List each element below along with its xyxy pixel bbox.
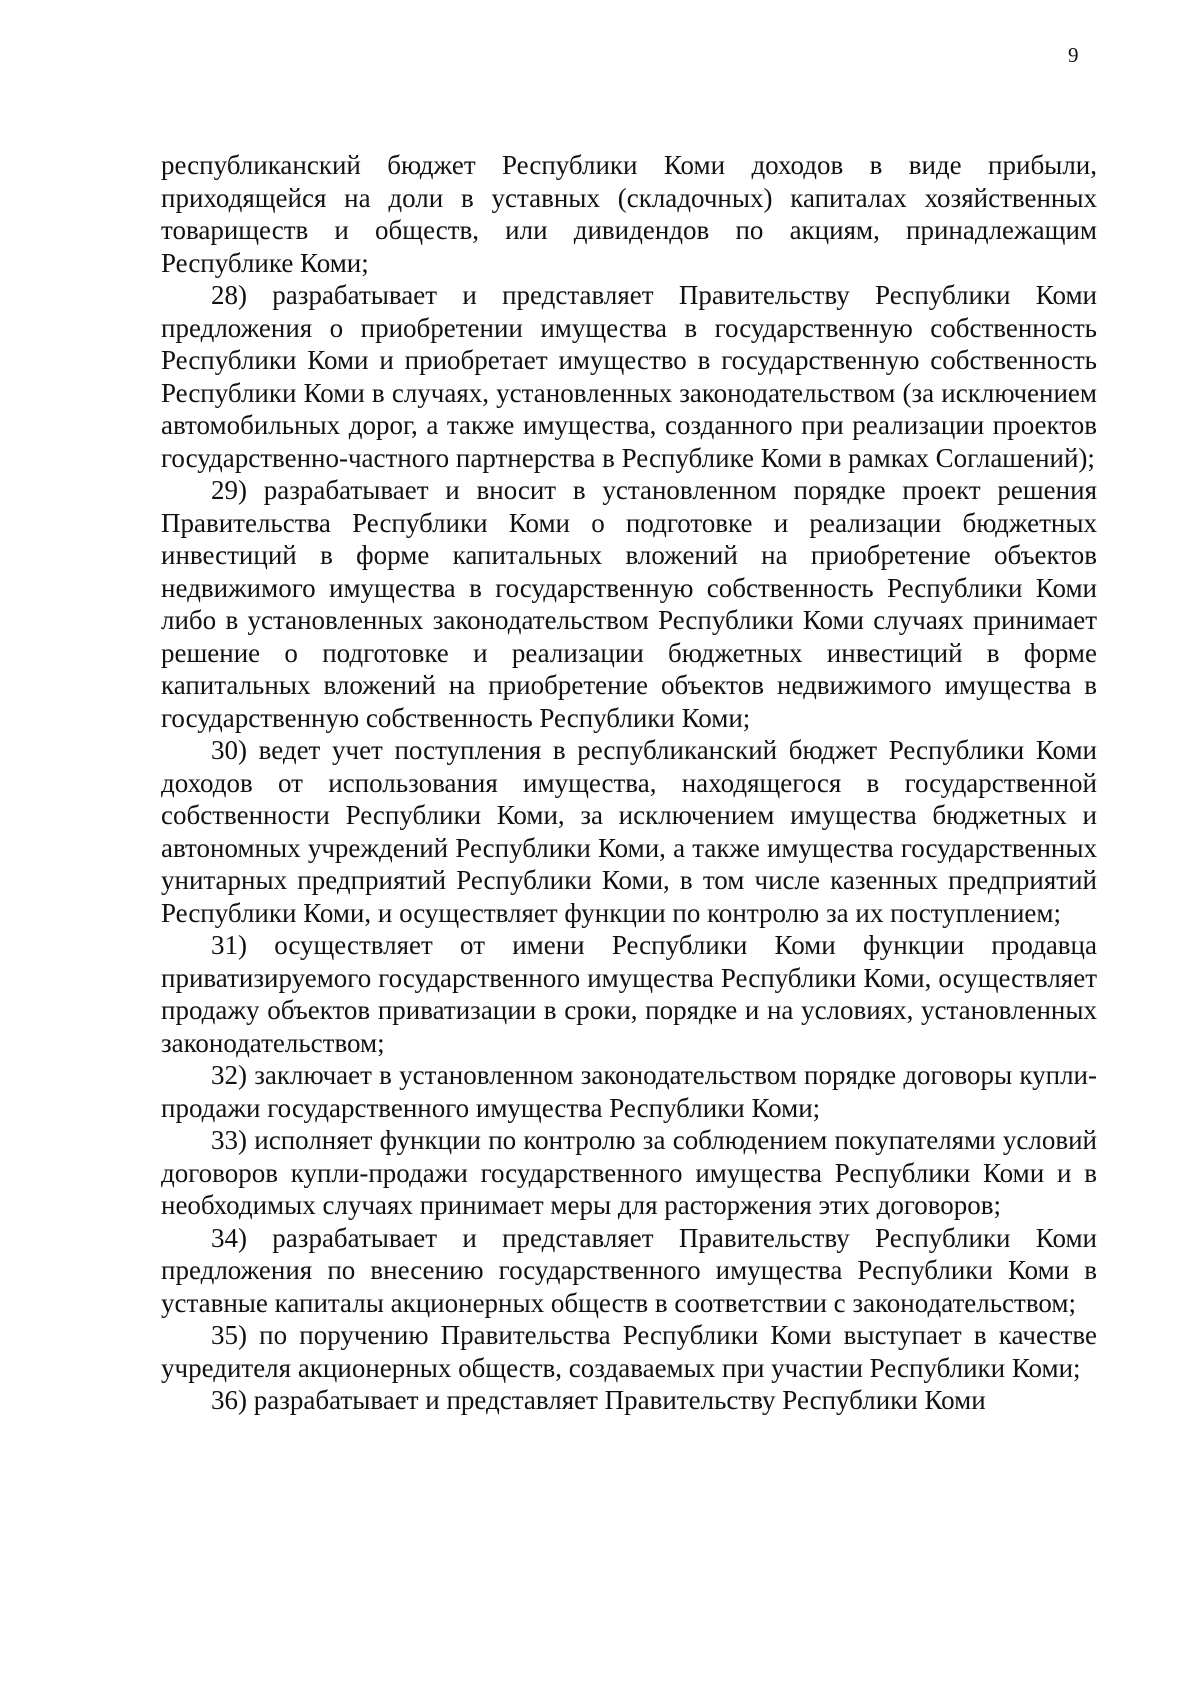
document-body xyxy=(161,149,1097,1417)
paragraph-item-28: 28) разрабатывает и представляет Правительству Республики Коми предложения о приобретении имущества в государственную собственность Республики Коми и приобретает имущество в государственную собственность Республики Коми в случаях, установленных законодательством (за исключением автомобильных дорог, а также имущества, созданного при реализации проектов государственно-частного партнерства в Республике Коми в рамках Соглашений); xyxy=(161,280,1097,473)
paragraph-item-34: 34) разрабатывает и представляет Правительству Республики Коми предложения по внесению государственного имущества Республики Коми в уставные капиталы акционерных обществ в соответствии с законодательством; xyxy=(161,1222,1097,1318)
paragraph-item-32: 32) заключает в установленном законодательством порядке договоры купли-продажи государственного имущества Республики Коми; xyxy=(161,1060,1097,1123)
paragraph-item-35: 35) по поручению Правительства Республики Коми выступает в качестве учредителя акционерных обществ, создаваемых при участии Республики Коми; xyxy=(161,1320,1097,1383)
paragraph-item-36: 36) разрабатывает и представляет Правительству Республики Коми xyxy=(211,1385,986,1415)
paragraph-item-33: 33) исполняет функции по контролю за соблюдением покупателями условий договоров купли-продажи государственного имущества Республики Коми и в необходимых случаях принимает меры для расторжения этих договоров; xyxy=(161,1125,1097,1220)
paragraph-item-29: 29) разрабатывает и вносит в установленном порядке проект решения Правительства Республики Коми о подготовке и реализации бюджетных инвестиций в форме капитальных вложений на приобретение объектов недвижимого имущества в государственную собственность Республики Коми либо в установленных законодательством Республики Коми случаях принимает решение о подготовке и реализации бюджетных инвестиций в форме капитальных вложений на приобретение объектов недвижимого имущества в государственную собственность Республики Коми; xyxy=(161,475,1097,733)
paragraph-item-30: 30) ведет учет поступления в республиканский бюджет Республики Коми доходов от использования имущества, находящегося в государственной собственности Республики Коми, за исключением имущества бюджетных и автономных учреждений Республики Коми, а также имущества государственных унитарных предприятий Республики Коми, в том числе казенных предприятий Республики Коми, и осуществляет функции по контролю за их поступлением; xyxy=(161,735,1097,928)
paragraph-continuation: республиканский бюджет Республики Коми доходов в виде прибыли, приходящейся на доли в уставных (складочных) капиталах хозяйственных товариществ и обществ, или дивидендов по акциям, принадлежащим Республике Коми; xyxy=(161,150,1097,278)
page-number: 9 xyxy=(1068,43,1079,67)
paragraph-item-31: 31) осуществляет от имени Республики Коми функции продавца приватизируемого государственного имущества Республики Коми, осуществляет продажу объектов приватизации в сроки, порядке и на условиях, установленных законодательством; xyxy=(161,930,1097,1058)
